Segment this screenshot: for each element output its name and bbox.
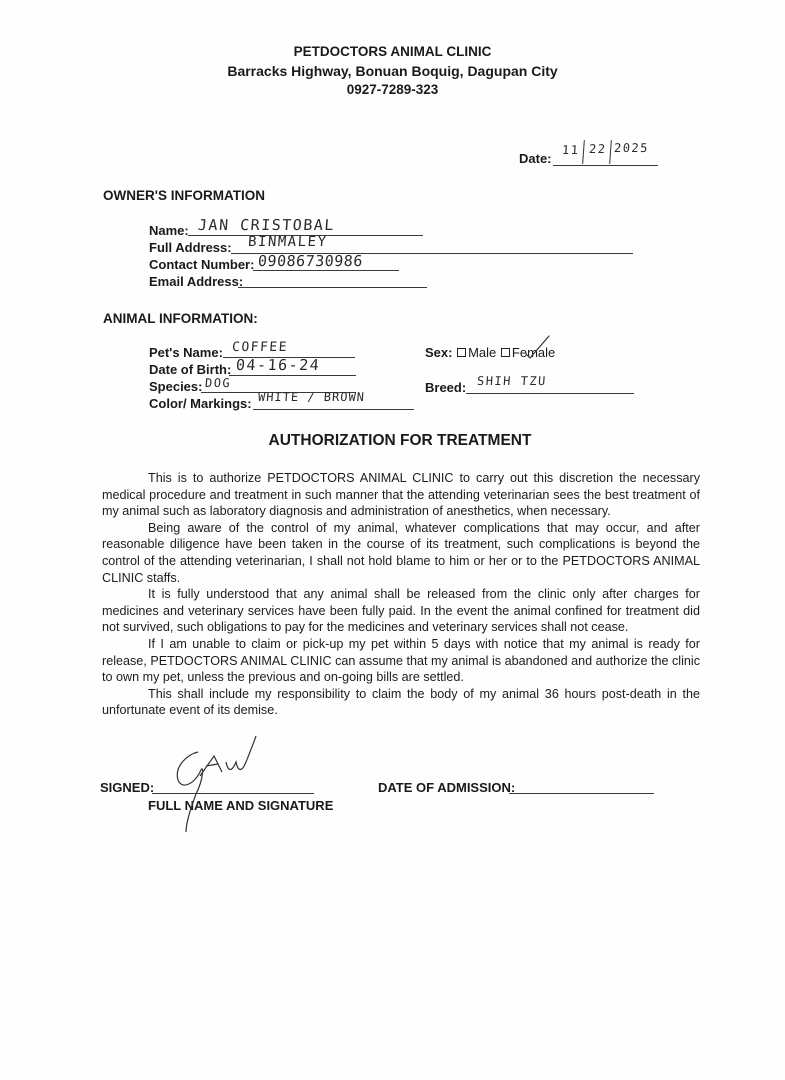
female-checkbox[interactable] bbox=[501, 348, 510, 357]
male-option-label: Male bbox=[468, 345, 497, 360]
animal-section-title: ANIMAL INFORMATION: bbox=[103, 311, 258, 326]
sex-label: Sex: bbox=[425, 345, 453, 360]
dob-field[interactable] bbox=[229, 375, 356, 376]
pet-name-label: Pet's Name: bbox=[149, 345, 223, 360]
owner-address-label: Full Address: bbox=[149, 240, 232, 255]
authorization-paragraph: This is to authorize PETDOCTORS ANIMAL CLINIC to carry out this discretion the necessary medical procedure and treatment in such manner that the attending veterinarian sees the best treatment of my animal such as laboratory diagnosis and administration of anesthetics, when necessary. bbox=[102, 471, 700, 519]
checkmark-icon bbox=[523, 334, 553, 362]
authorization-paragraph: This shall include my responsibility to claim the body of my animal 36 hours post-death in the unfortunate event of its demise. bbox=[102, 686, 700, 718]
dob-value: 04-16-24 bbox=[235, 356, 321, 374]
date-separator bbox=[582, 140, 585, 164]
date-year: 2025 bbox=[613, 141, 650, 155]
authorization-body bbox=[102, 470, 700, 719]
clinic-phone: 0927-7289-323 bbox=[346, 82, 439, 97]
authorization-paragraph: It is fully understood that any animal shall be released from the clinic only after charges for medicines and veterinary services have been fully paid. In the event the animal confined for treatment did not survived, such obligations to pay for the medicines and veterinary services shall not cease. bbox=[102, 587, 700, 635]
owner-email-field[interactable] bbox=[238, 287, 427, 288]
admission-date-label: DATE OF ADMISSION: bbox=[378, 780, 516, 795]
color-markings-field[interactable] bbox=[253, 409, 414, 410]
signature-caption: FULL NAME AND SIGNATURE bbox=[148, 798, 334, 813]
clinic-name: PETDOCTORS ANIMAL CLINIC bbox=[293, 44, 492, 59]
color-markings-value: WHITE / BROWN bbox=[257, 390, 366, 404]
breed-label: Breed: bbox=[425, 380, 467, 395]
owner-address-value: BINMALEY bbox=[247, 234, 328, 250]
owner-email-label: Email Address: bbox=[149, 274, 244, 289]
owner-contact-label: Contact Number: bbox=[149, 257, 255, 272]
owner-contact-value: 09086730986 bbox=[257, 252, 364, 270]
breed-field[interactable] bbox=[466, 393, 634, 394]
owner-section-title: OWNER'S INFORMATION bbox=[103, 188, 265, 203]
date-day: 22 bbox=[588, 142, 607, 156]
female-option-label: Female bbox=[511, 345, 556, 360]
date-field-line[interactable] bbox=[553, 165, 658, 166]
authorization-title: AUTHORIZATION FOR TREATMENT bbox=[268, 432, 532, 449]
species-value: DOG bbox=[204, 376, 232, 390]
clinic-address: Barracks Highway, Bonuan Boquig, Dagupan City bbox=[227, 63, 558, 79]
male-checkbox[interactable] bbox=[457, 348, 466, 357]
dob-label: Date of Birth: bbox=[149, 362, 232, 377]
authorization-paragraph: If I am unable to claim or pick-up my pet within 5 days with notice that my animal is ready for release, PETDOCTORS ANIMAL CLINIC can assume that my animal is abandoned and authorize the clinic to own my pet, unless the previous and on-going bills are settled. bbox=[102, 636, 700, 685]
color-markings-label: Color/ Markings: bbox=[149, 396, 252, 411]
handwritten-signature bbox=[160, 732, 280, 837]
owner-name-value: JAN CRISTOBAL bbox=[197, 216, 336, 234]
breed-value: SHIH TZU bbox=[476, 374, 548, 388]
date-month: 11 bbox=[561, 143, 580, 157]
date-label: Date: bbox=[519, 151, 552, 166]
pet-name-value: COFFEE bbox=[231, 340, 289, 355]
authorization-paragraph: Being aware of the control of my animal, whatever complications that may occur, and after reasonable diligence have been taken in the course of its treatment, such complications is beyond the control of the attending veterinarian, I shall not hold blame to him or her or to the PETDOCTORS ANIMAL CLINIC staffs. bbox=[102, 520, 700, 585]
signed-label: SIGNED: bbox=[100, 780, 155, 795]
admission-date-field[interactable] bbox=[509, 793, 654, 794]
species-label: Species: bbox=[149, 379, 203, 394]
date-separator bbox=[609, 140, 612, 164]
owner-name-label: Name: bbox=[149, 223, 189, 238]
owner-contact-field[interactable] bbox=[253, 270, 399, 271]
